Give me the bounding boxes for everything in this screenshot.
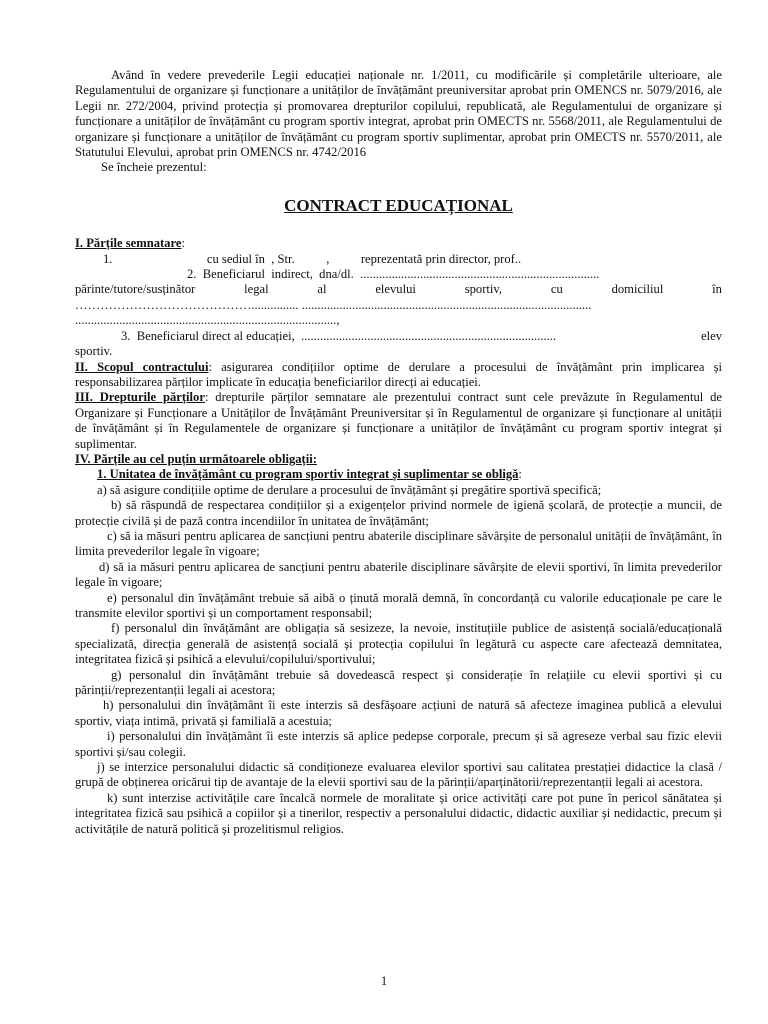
intro-paragraph: Având în vedere prevederile Legii educației naționale nr. 1/2011, cu modificările și completările ulterioare, ale Regulamentului de organizare și funcționare a unităților de învățământ preuniversitar aprobat prin OMENCS nr. 5079/2016, ale Legii nr. 272/2004, privind protecția și promovarea drepturilor copilului, republicată, ale Regulamentului de organizare și funcționare a unităților de învățământ cu program sportiv integrat, aprobat prin OMECTS nr. 5568/2011, ale Regulamentului de organizare și funcționare a unităților de învățământ cu program sportiv suplimentar, aprobat prin OMECTS nr. 5570/2011, ale Statutului Elevului, aprobat prin OMENCS nr. 4742/2016 — [75, 68, 722, 160]
obligation-k: k) sunt interzise activitățile care încalcă normele de moralitate și orice activități care pot pune în pericol sănătatea și integritatea fizică sau psihică a copiilor și a tinerilor, respectiv a personalului didactic, didactic auxiliar și nedidactic, precum și activitățile de natură politică și prozelitismul religios. — [75, 790, 722, 836]
concluded-line: Se încheie prezentul: — [101, 160, 207, 175]
party-3-text: 3. Beneficiarul direct al educației, ................................................................................. — [121, 328, 557, 343]
section-2-heading: II. Scopul contractului — [75, 359, 209, 374]
section-3-heading: III. Drepturile părților — [75, 390, 205, 405]
party-2-word: în — [712, 282, 722, 297]
party-2-word: al — [317, 282, 327, 297]
party-3-line — [75, 329, 722, 344]
document-title: CONTRACT EDUCAȚIONAL — [284, 195, 513, 215]
section-4-heading: IV. Părțile au cel puțin următoarele obligații: — [75, 451, 317, 466]
section-4-sub-colon: : — [518, 467, 522, 482]
obligation-d: d) să ia măsuri pentru aplicarea de sancțiuni pentru abaterile disciplinare săvârșite de elevii sportivi, în limita prevederilor legale în vigoare; — [75, 559, 722, 590]
section-2-text: : asigurarea condițiilor optime de derulare a procesului de învățământ prin implicarea și responsabilizarea părților implicate în educația beneficiarilor direcți ai educației. — [75, 359, 722, 389]
obligation-e: e) personalul din învățământ trebuie să aibă o ținută morală demnă, în concordanță cu valorile educaționale pe care le transmite elevilor sportivi și un comportament responsabil; — [75, 590, 722, 620]
party-2-word: domiciliul — [611, 282, 664, 297]
obligation-f: f) personalul din învățământ are obligația să sesizeze, la nevoie, instituțiile publice de asistență socială/educațională specializată, direcția generală de asistență socială și protecția copilului în legătură cu aspecte care afectează demnitatea, integritatea fizică și psihică a elevului/copilului/sportivului; — [75, 621, 722, 667]
party-2-word: elevului — [375, 282, 416, 297]
party-2-word: părinte/tutore/susținător — [75, 282, 196, 297]
obligation-g: g) personalul din învățământ trebuie să dovedească respect și considerație în relațiile cu elevii sportivi și cu părinții/reprezentanții legali ai acestora; — [75, 667, 722, 698]
obligation-b: b) să răspundă de respectarea condițiilor și a exigențelor privind normele de igienă școlară, de protecție a muncii, de protecție civilă și de pază contra incendiilor în unitatea de învățământ; — [75, 498, 722, 528]
dotted-fill-line: ……………………………………............... ............................................................................................ — [75, 297, 592, 312]
obligation-i: i) personalului din învățământ îi este interzis să aplice pedepse corporale, precum și să agreseze verbal sau fizic elevii sportivi și/sau colegii. — [75, 729, 722, 759]
obligation-a: a) să asigure condițiile optime de derulare a procesului de învățământ și pregătire sportivă specifică; — [97, 482, 602, 497]
party-3-continuation: sportiv. — [75, 344, 113, 359]
section-1-heading-line — [75, 236, 722, 251]
party-2-word: legal — [244, 282, 269, 297]
party-2-line: 2. Beneficiarul indirect, dna/dl. ............................................................................ — [187, 267, 600, 282]
party-2-continuation — [75, 282, 722, 297]
section-1-colon: : — [181, 236, 185, 251]
dotted-fill-line: ..................................................................................., — [75, 313, 340, 328]
party-1-line: 1. cu sediul în , Str. , reprezentată prin director, prof.. — [103, 251, 522, 266]
party-2-word: sportiv, — [464, 282, 503, 297]
section-4-subheading-line — [75, 467, 722, 482]
section-1-heading: I. Părțile semnatare — [75, 236, 182, 251]
section-2 — [75, 360, 722, 391]
document-page — [75, 68, 722, 837]
section-3-text: : drepturile părților semnatare ale prezentului contract sunt cele prevăzute în Regulamentul de Organizare și Funcționare a Unităților de Învățământ Preuniversitar și în Regulamentul de organizare și funcționare al unității de învățământ și în Regulamentele de organizare și funcționare a unităților de învățământ cu program sportiv integrat și suplimentar. — [75, 390, 723, 451]
party-3-end: elev — [701, 328, 722, 343]
obligation-h: h) personalului din învățământ îi este interzis să desfășoare acțiuni de natură să afecteze imaginea publică a elevului sportiv, viața intimă, privată și familială a acestuia; — [75, 698, 722, 728]
obligation-j: j) se interzice personalului didactic să condiționeze evaluarea elevilor sportivi sau calitatea prestației didactice la clasă / grupă de obținerea oricărui tip de avantaje de la elevii sportivi sau de la părinții/aparținătorii/reprezentanții legali ai acestora. — [75, 760, 722, 790]
party-2-word: cu — [550, 282, 563, 297]
page-number: 1 — [380, 974, 388, 988]
section-3 — [75, 390, 722, 452]
obligation-c: c) să ia măsuri pentru aplicarea de sancțiuni pentru abaterile disciplinare săvârșite de personalul unității de învățământ, în limita prevederilor legale în vigoare; — [75, 528, 722, 559]
section-4-subheading: 1. Unitatea de învățământ cu program sportiv integrat și suplimentar se obligă — [97, 467, 519, 482]
